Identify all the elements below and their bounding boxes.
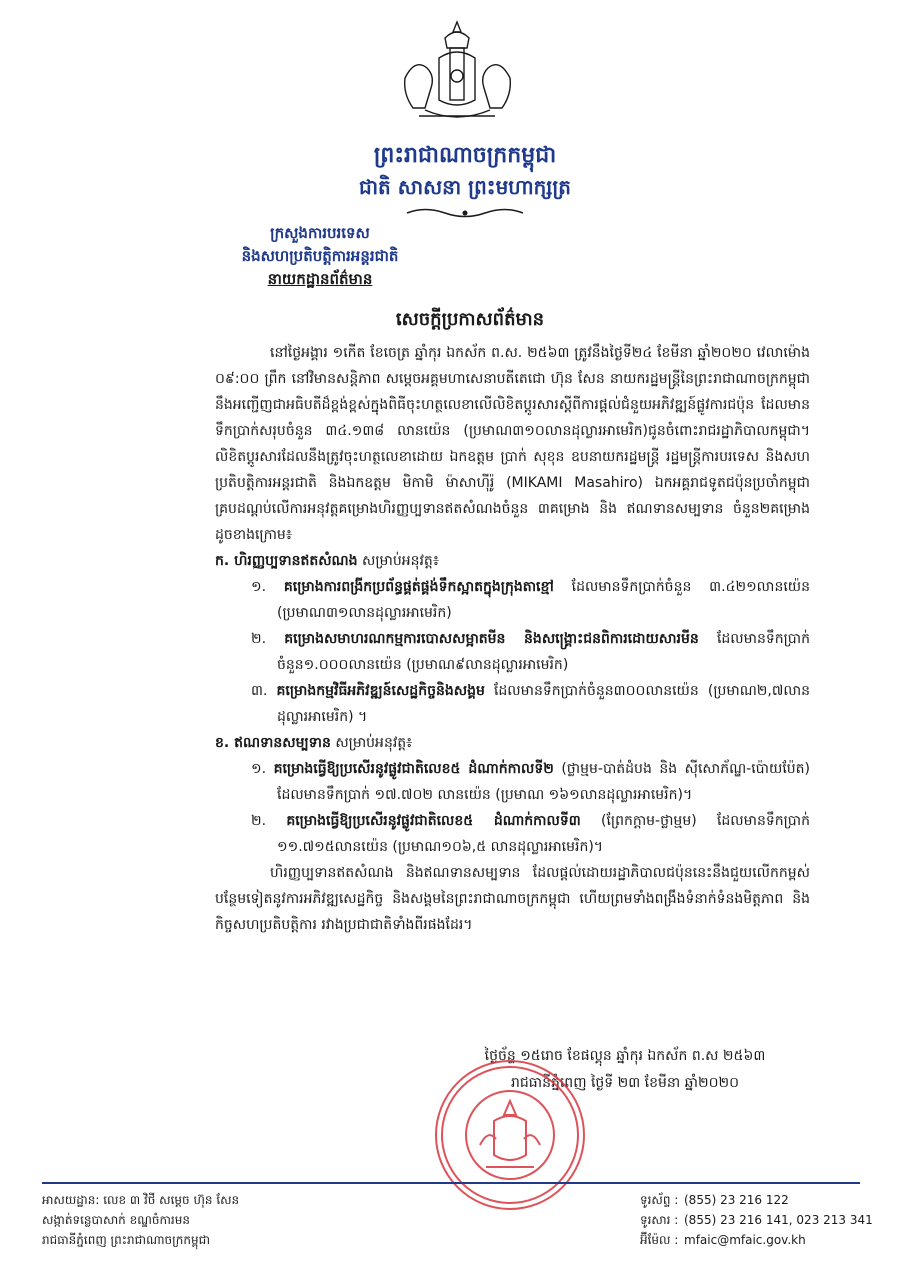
section-heading-rest: សម្រាប់អនុវត្ត៖ <box>357 553 439 569</box>
project-number: ២. <box>251 631 267 647</box>
section-heading <box>215 548 810 574</box>
lunar-date: ថ្ងៃច័ន្ទ ១៥រោច ខែផល្គុន ឆ្នាំកុរ ឯកស័ក ព.ស ២៥៦៣ <box>484 1048 766 1064</box>
sections-list <box>215 548 810 860</box>
royal-arms-emblem-icon <box>395 18 520 130</box>
project-details: ដែលមានទឹកប្រាក់ចំនួន១.០០០លានយ៉េន (ប្រមាណ៩លានដុល្លារអាមេរិក) <box>277 631 810 673</box>
project-number: ២. <box>251 813 267 829</box>
fax-label: ទូរសារ : <box>640 1213 679 1227</box>
project-number: ១. <box>251 579 267 595</box>
ministry-name-line1: ក្រសួងការបរទេស <box>270 224 370 242</box>
kingdom-name: ព្រះរាជាណាចក្រកម្ពុជា <box>373 143 557 168</box>
section-heading-title: ខ. ឥណទានសម្បទាន <box>215 735 331 751</box>
footer-contacts <box>640 1190 880 1250</box>
address-line3: រាជធានីភ្នំពេញ ព្រះរាជាណាចក្រកម្ពុជា <box>42 1233 210 1247</box>
project-title: គម្រោងសមាហរណកម្មការបោសសម្អាតមីន និងសង្គ្រោះជនពិការដោយសារមីន <box>284 631 699 647</box>
section-heading-title: ក. ហិរញ្ញប្បទានឥតសំណង <box>215 553 358 569</box>
document-title: សេចក្តីប្រកាសព័ត៌មាន <box>395 309 545 330</box>
document-body <box>215 340 810 938</box>
section-heading <box>215 730 810 756</box>
footer-address <box>42 1190 462 1250</box>
project-item <box>215 574 810 626</box>
place-and-date: រាជធានីភ្នំពេញ ថ្ងៃទី ២៣ ខែមីនា ឆ្នាំ២០២០ <box>510 1075 739 1091</box>
nation-religion-king: ជាតិ សាសនា ព្រះមហាក្សត្រ <box>359 175 571 199</box>
project-number: ៣. <box>251 683 268 699</box>
project-item <box>215 808 810 860</box>
email-address[interactable]: mfaic@mfaic.gov.kh <box>684 1233 806 1247</box>
project-details: (ព្រែកក្តាម-ថ្លាម្មម) ដែលមានទឹកប្រាក់ ១១.៧១៥លានយ៉េន (ប្រមាណ១០៦,៥ លានដុល្លារអាមេរិក)។ <box>277 813 810 855</box>
project-title: គម្រោងធ្វើឱ្យប្រសើរនូវផ្លូវជាតិលេខ៥ ដំណាក់កាលទី៣ <box>286 813 581 829</box>
ornamental-divider-icon <box>405 206 525 220</box>
project-details: ដែលមានទឹកប្រាក់ចំនួន ៣.៤២១លានយ៉េន (ប្រមាណ៣១លានដុល្លារអាមេរិក) <box>277 579 811 621</box>
project-title: គម្រោងការពង្រីកប្រព័ន្ធផ្គត់ផ្គង់ទឹកស្អាតក្នុងក្រុងតាខ្មៅ <box>283 579 554 595</box>
department-name: នាយកដ្ឋានព័ត៌មាន <box>267 270 373 288</box>
project-item <box>215 756 810 808</box>
project-details: ដែលមានទឹកប្រាក់ចំនួន៣០០លានយ៉េន (ប្រមាណ២,៧លានដុល្លារអាមេរិក) ។ <box>277 683 811 725</box>
ministry-block <box>195 222 445 291</box>
project-number: ១. <box>251 761 267 777</box>
closing-paragraph: ហិរញ្ញប្បទានឥតសំណង និងឥណទានសម្បទាន ដែលផ្តល់ដោយរដ្ឋាភិបាលជប៉ុននេះនឹងជួយលើកកម្ពស់បន្ថែមទៀតនូវការអភិវឌ្ឍសេដ្ឋកិច្ច និងសង្គមនៃព្រះរាជាណាចក្រកម្ពុជា ហើយព្រមទាំងពង្រឹងទំនាក់ទំនងមិត្តភាព និងកិច្ចសហប្រតិបត្តិការ រវាងប្រជាជាតិទាំងពីរផងដែរ។ <box>215 865 810 933</box>
fax-number: (855) 23 216 141, 023 213 341 <box>684 1213 873 1227</box>
address-label: អាសយដ្ឋាន: <box>42 1193 100 1207</box>
kingdom-motto <box>270 140 660 220</box>
project-title: គម្រោងកម្មវិធីអភិវឌ្ឍន៍សេដ្ឋកិច្ចនិងសង្គម <box>276 683 485 699</box>
project-item <box>215 626 810 678</box>
project-title: គម្រោងធ្វើឱ្យប្រសើរនូវផ្លូវជាតិលេខ៥ ដំណាក់កាលទី២ <box>273 761 554 777</box>
address-line2: សង្កាត់ទន្លេបាសាក់ ខណ្ឌចំការមន <box>42 1213 190 1227</box>
project-item <box>215 678 810 730</box>
section-heading-rest: សម្រាប់អនុវត្ត៖ <box>330 735 413 751</box>
phone-label: ទូរស័ព្ទ : <box>640 1193 679 1207</box>
email-label: អ៊ីម៉ែល : <box>640 1233 679 1247</box>
phone-number: (855) 23 216 122 <box>684 1193 789 1207</box>
project-details: (ថ្លាម្មម-បាត់ដំបង និង ស៊ីសោភ័ណ្ឌ-ប៉ោយប៉ែត) ដែលមានទឹកប្រាក់ ១៧.៧០២ លានយ៉េន (ប្រមាណ ១៦១លានដុល្លារអាមេរិក)។ <box>277 761 811 803</box>
intro-paragraph: នៅថ្ងៃអង្គារ ១កើត ខែចេត្រ ឆ្នាំកុរ ឯកស័ក ព.ស. ២៥៦៣ ត្រូវនឹងថ្ងៃទី២៤ ខែមីនា ឆ្នាំ២០២០ វេលាម៉ោង ០៩:០០ ព្រឹក នៅវិមានសន្តិភាព សម្តេចអគ្គមហាសេនាបតីតេជោ ហ៊ុន សែន នាយករដ្ឋមន្ត្រីនៃព្រះរាជាណាចក្រកម្ពុជា នឹងអញ្ជើញជាអធិបតីដ៏ខ្ពង់ខ្ពស់ក្នុងពិធីចុះហត្ថលេខាលើលិខិតប្តូរសារស្តីពីការផ្តល់ជំនួយអភិវឌ្ឍន៍ផ្លូវការជប៉ុន ដែលមានទឹកប្រាក់សរុបចំនួន ៣៤.១៣៨ លានយ៉េន (ប្រមាណ៣១០លានដុល្លារអាមេរិក)ជូនចំពោះរាជរដ្ឋាភិបាលកម្ពុជា។ លិខិតប្តូរសារដែលនឹងត្រូវចុះហត្ថលេខាដោយ ឯកឧត្តម ប្រាក់ សុខុន ឧបនាយករដ្ឋមន្ត្រី រដ្ឋមន្ត្រីការបរទេស និងសហប្រតិបត្តិការអន្តរជាតិ និងឯកឧត្តម មិកាមិ ម៉ាសាហ៊ីរ៉ូ (MIKAMI Masahiro) ឯកអគ្គរាជទូតជប៉ុនប្រចាំកម្ពុជា គ្របដណ្តប់លើការអនុវត្តគម្រោងហិរញ្ញប្បទានឥតសំណងចំនួន ៣គម្រោង និង ឥណទានសម្បទាន ចំនួន២គម្រោង ដូចខាងក្រោម៖ <box>215 345 810 543</box>
ministry-name-line2: និងសហប្រតិបត្តិការអន្តរជាតិ <box>241 247 399 265</box>
address-line1: លេខ ៣ វិថី សម្តេច ហ៊ុន សែន <box>103 1193 240 1207</box>
footer-divider <box>42 1182 860 1184</box>
